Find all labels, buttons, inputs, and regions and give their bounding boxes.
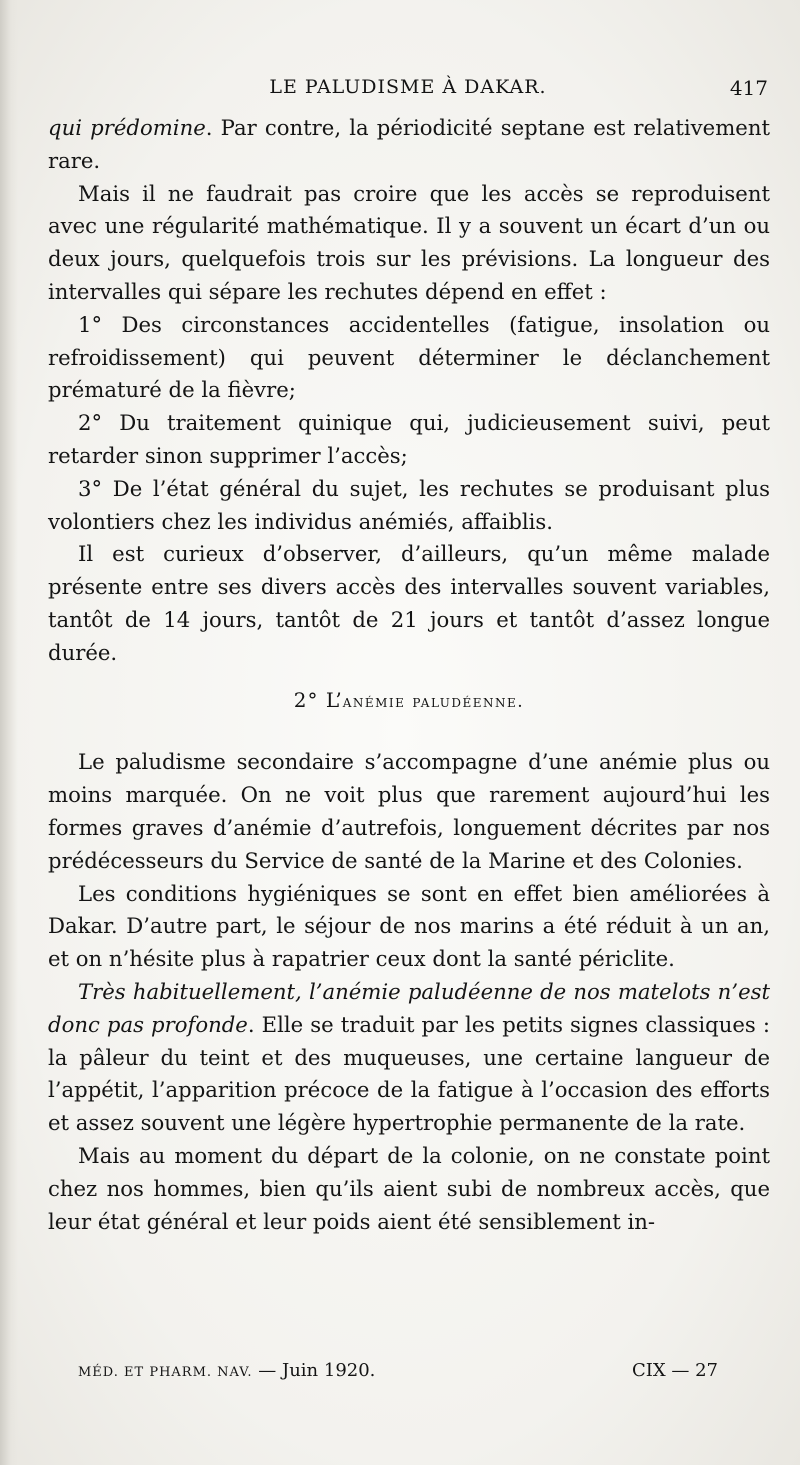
paragraph-1	[48, 112, 770, 178]
paragraph-10: Mais au moment du départ de la colonie, on ne constate point chez nos hommes, bien qu’ils aient subi de nombreux accès, que leur état général et leur poids aient été sensiblement in-	[48, 1142, 770, 1234]
journal-name: MÉD. ET PHARM. NAV.	[78, 1365, 253, 1380]
paragraph-text: . Elle se traduit par les petits signes classiques : la pâleur du teint et des muqueuses, une certaine langueur de l’appétit, l’apparition précoce de la fatigue à l’occasion des efforts et assez souvent une légère hypertrophie permanente de la rate.	[48, 1011, 770, 1136]
paragraph-8: Les conditions hygiéniques se sont en effet bien améliorées à Dakar. D’autre part, le séjour de nos marins a été réduit à un an, et on n’hésite plus à rapatrier ceux dont la santé périclite.	[48, 880, 770, 972]
paragraph-text: . Par contre, la périodicité septane est relativement rare.	[48, 115, 770, 173]
page-header	[48, 74, 768, 106]
paragraph-7: Le paludisme secondaire s’accompagne d’une anémie plus ou moins marquée. On ne voit plus que rarement aujourd’hui les formes graves d’anémie d’autrefois, longuement décrites par nos prédécesseurs du Service de santé de la Marine et des Colonies.	[48, 749, 770, 873]
section-title-initial: L’	[325, 687, 343, 712]
paragraph-4: 2° Du traitement quinique qui, judicieusement suivi, peut retarder sinon supprimer l’accès;	[48, 410, 770, 468]
footer-signature: CIX — 27	[631, 1360, 718, 1381]
body-text	[48, 112, 770, 1238]
paragraph-2: Mais il ne faudrait pas croire que les accès se reproduisent avec une régularité mathématique. Il y a souvent un écart d’un ou deux jours, quelquefois trois sur les prévisions. La longueur des intervalles qui sépare les rechutes dépend en effet :	[48, 180, 770, 304]
scan-edge	[0, 0, 18, 1465]
journal-date: — Juin 1920.	[258, 1360, 376, 1381]
paragraph-3: 1° Des circonstances accidentelles (fatigue, insolation ou refroidissement) qui peuvent déterminer le déclanchement prématuré de la fièvre;	[48, 311, 770, 403]
paragraph-5: 3° De l’état général du sujet, les rechutes se produisant plus volontiers chez les individus anémiés, affaiblis.	[48, 475, 770, 534]
section-title: anémie paludéenne.	[342, 691, 525, 712]
italic-phrase: qui prédomine	[48, 115, 206, 140]
page-footer	[78, 1360, 718, 1390]
section-heading	[48, 684, 770, 719]
section-number: 2°	[293, 687, 319, 712]
paragraph-9	[48, 976, 770, 1140]
paragraph-6: Il est curieux d’observer, d’ailleurs, qu’un même malade présente entre ses divers accès des intervalles souvent variables, tantôt de 14 jours, tantôt de 21 jours et tantôt d’assez longue durée.	[48, 541, 770, 665]
page-number: 417	[729, 76, 768, 100]
running-title: LE PALUDISME À DAKAR.	[269, 76, 547, 98]
italic-phrase: Très habituellement, l’anémie paludéenne de nos matelots n’est donc pas profonde	[48, 978, 770, 1037]
footer-journal	[78, 1360, 375, 1381]
